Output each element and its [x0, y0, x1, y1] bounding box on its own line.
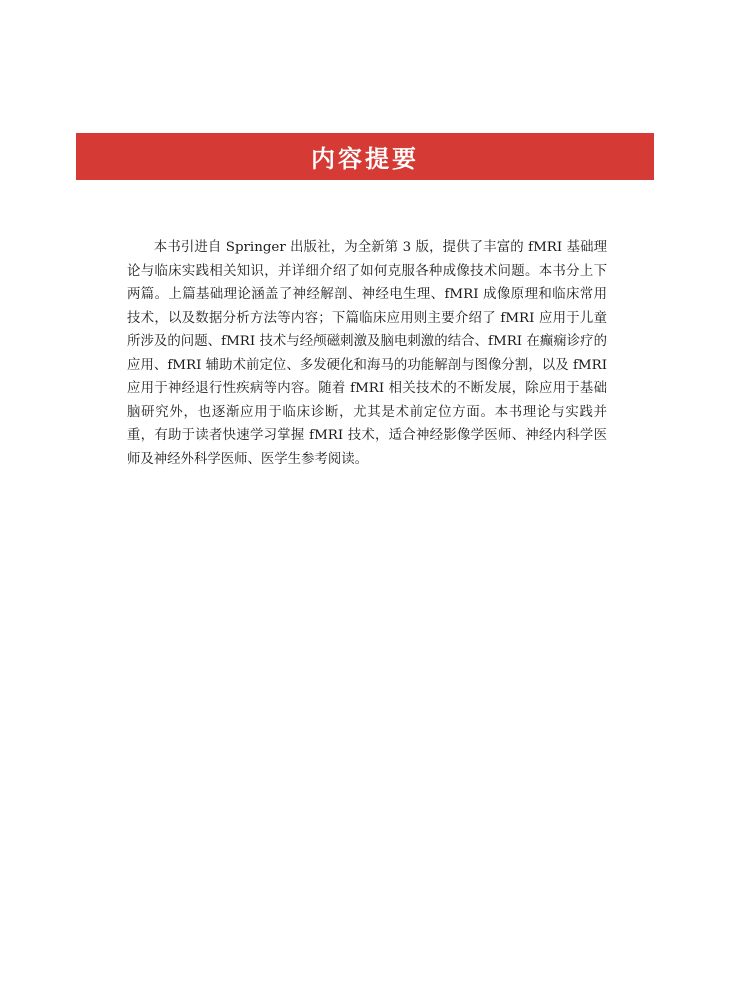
page-title: 内容提要 — [311, 144, 419, 173]
title-banner — [76, 133, 654, 180]
summary-paragraph: 本书引进自 Springer 出版社，为全新第 3 版，提供了丰富的 fMRI 基础理论与临床实践相关知识，并详细介绍了如何克服各种成像技术问题。本书分上下两篇。上篇基础理论涵盖了神经解剖、神经电生理、fMRI 成像原理和临床常用技术，以及数据分析方法等内容；下篇临床应用则主要介绍了 fMRI 应用于儿童所涉及的问题、fMRI 技术与经颅磁刺激及脑电刺激的结合、fMRI 在癫痫诊疗的应用、fMRI 辅助术前定位、多发硬化和海马的功能解剖与图像分割，以及 fMRI 应用于神经退行性疾病等内容。随着 fMRI 相关技术的不断发展，除应用于基础脑研究外，也逐渐应用于临床诊断，尤其是术前定位方面。本书理论与实践并重，有助于读者快速学习掌握 fMRI 技术，适合神经影像学医师、神经内科学医师及神经外科学医师、医学生参考阅读。 — [127, 240, 607, 467]
